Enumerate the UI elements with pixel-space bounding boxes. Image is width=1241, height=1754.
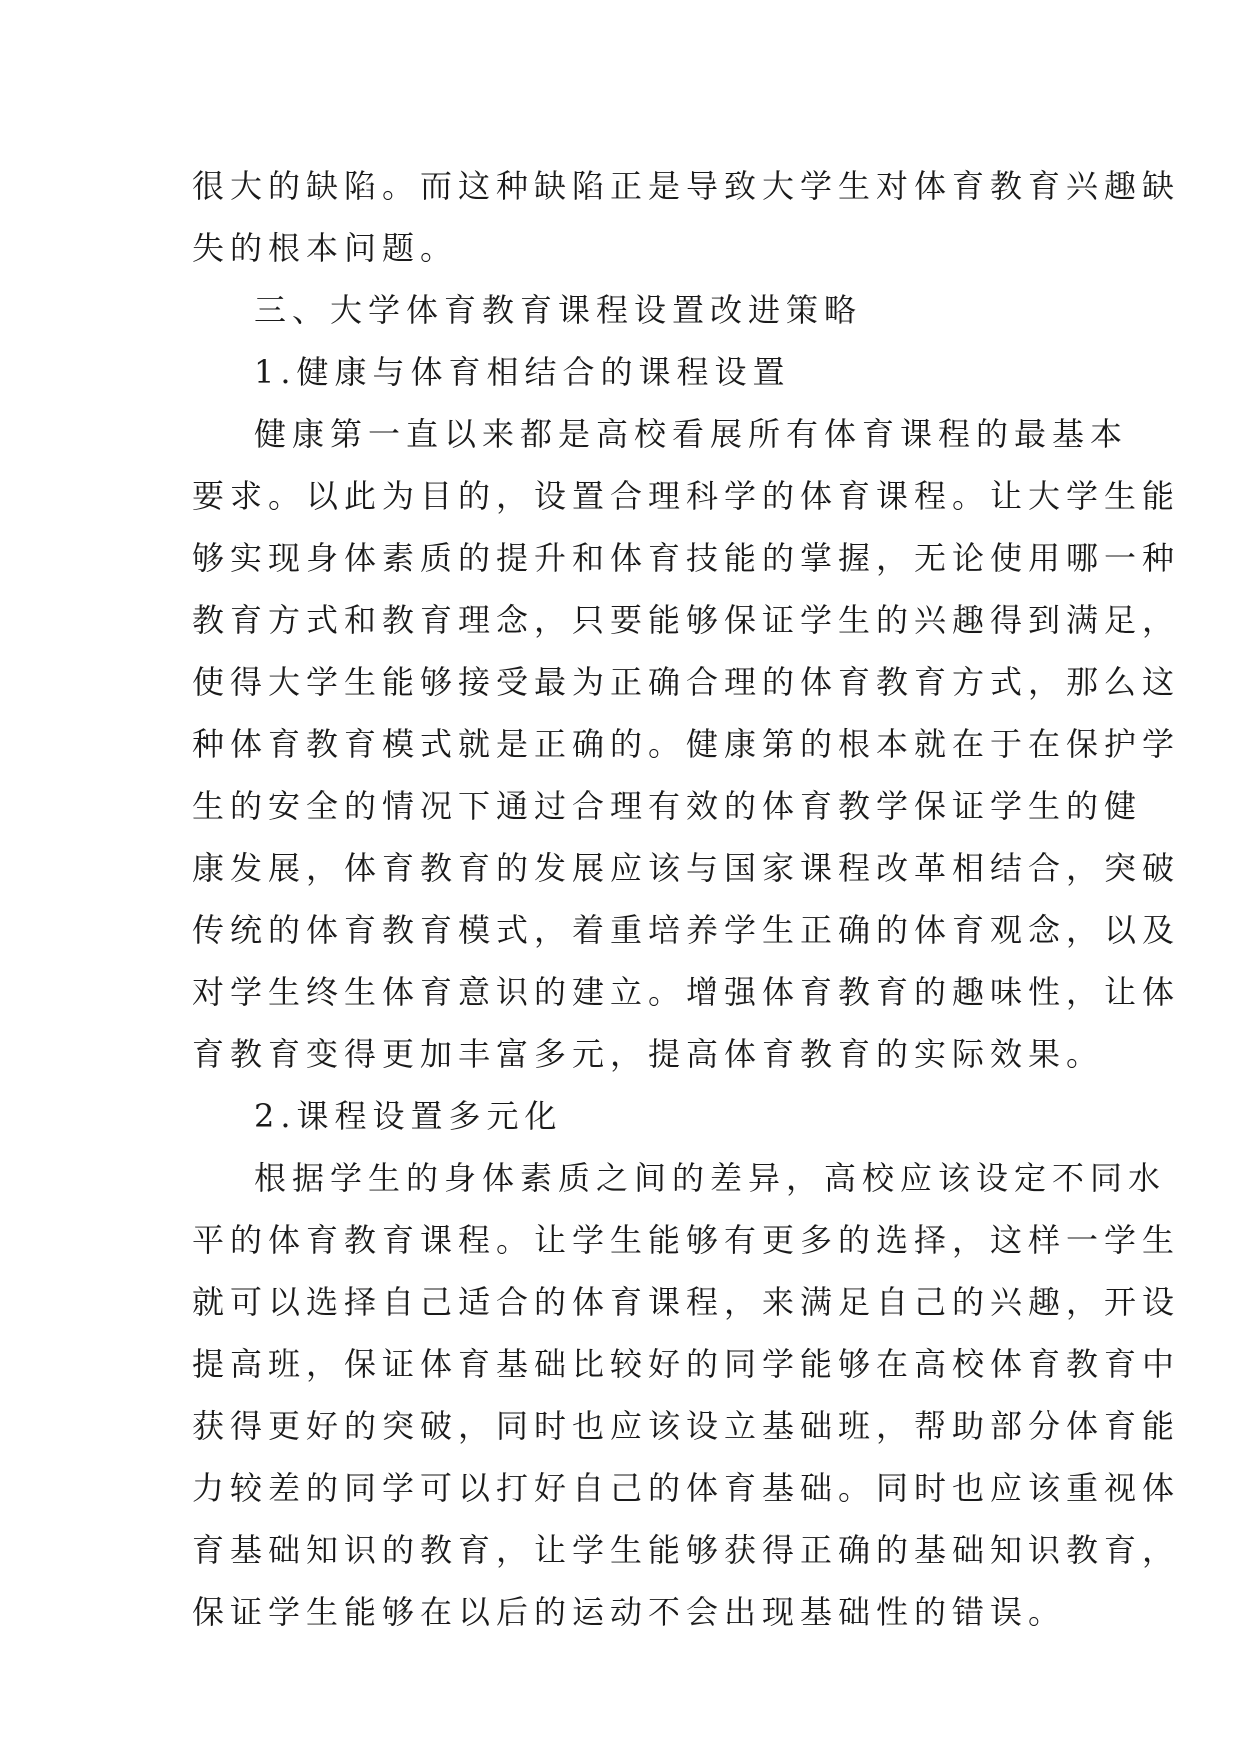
text-line: 平的体育教育课程。让学生能够有更多的选择，这样一学生 bbox=[192, 1221, 1181, 1259]
text-line: 很大的缺陷。而这种缺陷正是导致大学生对体育教育兴趣缺 bbox=[192, 167, 1181, 205]
text-line: 种体育教育模式就是正确的。健康第的根本就在于在保护学 bbox=[192, 725, 1181, 763]
text-line: 失的根本问题。 bbox=[192, 229, 459, 267]
subsection-heading: 2.课程设置多元化 bbox=[254, 1097, 563, 1135]
text-line: 育教育变得更加丰富多元，提高体育教育的实际效果。 bbox=[192, 1035, 1105, 1073]
text-line: 育基础知识的教育，让学生能够获得正确的基础知识教育， bbox=[192, 1531, 1181, 1569]
paragraph-start-line: 根据学生的身体素质之间的差异，高校应该设定不同水 bbox=[254, 1159, 1167, 1197]
text-line: 生的安全的情况下通过合理有效的体育教学保证学生的健 bbox=[192, 787, 1143, 825]
text-line: 获得更好的突破，同时也应该设立基础班，帮助部分体育能 bbox=[192, 1407, 1181, 1445]
subsection-heading: 1.健康与体育相结合的课程设置 bbox=[254, 353, 791, 391]
text-line: 教育方式和教育理念，只要能够保证学生的兴趣得到满足， bbox=[192, 601, 1181, 639]
text-line: 对学生终生体育意识的建立。增强体育教育的趣味性，让体 bbox=[192, 973, 1181, 1011]
text-line: 康发展，体育教育的发展应该与国家课程改革相结合，突破 bbox=[192, 849, 1181, 887]
text-line: 够实现身体素质的提升和体育技能的掌握，无论使用哪一种 bbox=[192, 539, 1181, 577]
section-heading: 三、大学体育教育课程设置改进策略 bbox=[254, 291, 863, 329]
text-line: 传统的体育教育模式，着重培养学生正确的体育观念，以及 bbox=[192, 911, 1181, 949]
text-line: 要求。以此为目的，设置合理科学的体育课程。让大学生能 bbox=[192, 477, 1181, 515]
text-line: 保证学生能够在以后的运动不会出现基础性的错误。 bbox=[192, 1593, 1067, 1631]
text-line: 就可以选择自己适合的体育课程，来满足自己的兴趣，开设 bbox=[192, 1283, 1181, 1321]
text-line: 提高班，保证体育基础比较好的同学能够在高校体育教育中 bbox=[192, 1345, 1181, 1383]
paragraph-start-line: 健康第一直以来都是高校看展所有体育课程的最基本 bbox=[254, 415, 1129, 453]
text-line: 使得大学生能够接受最为正确合理的体育教育方式，那么这 bbox=[192, 663, 1181, 701]
text-line: 力较差的同学可以打好自己的体育基础。同时也应该重视体 bbox=[192, 1469, 1181, 1507]
